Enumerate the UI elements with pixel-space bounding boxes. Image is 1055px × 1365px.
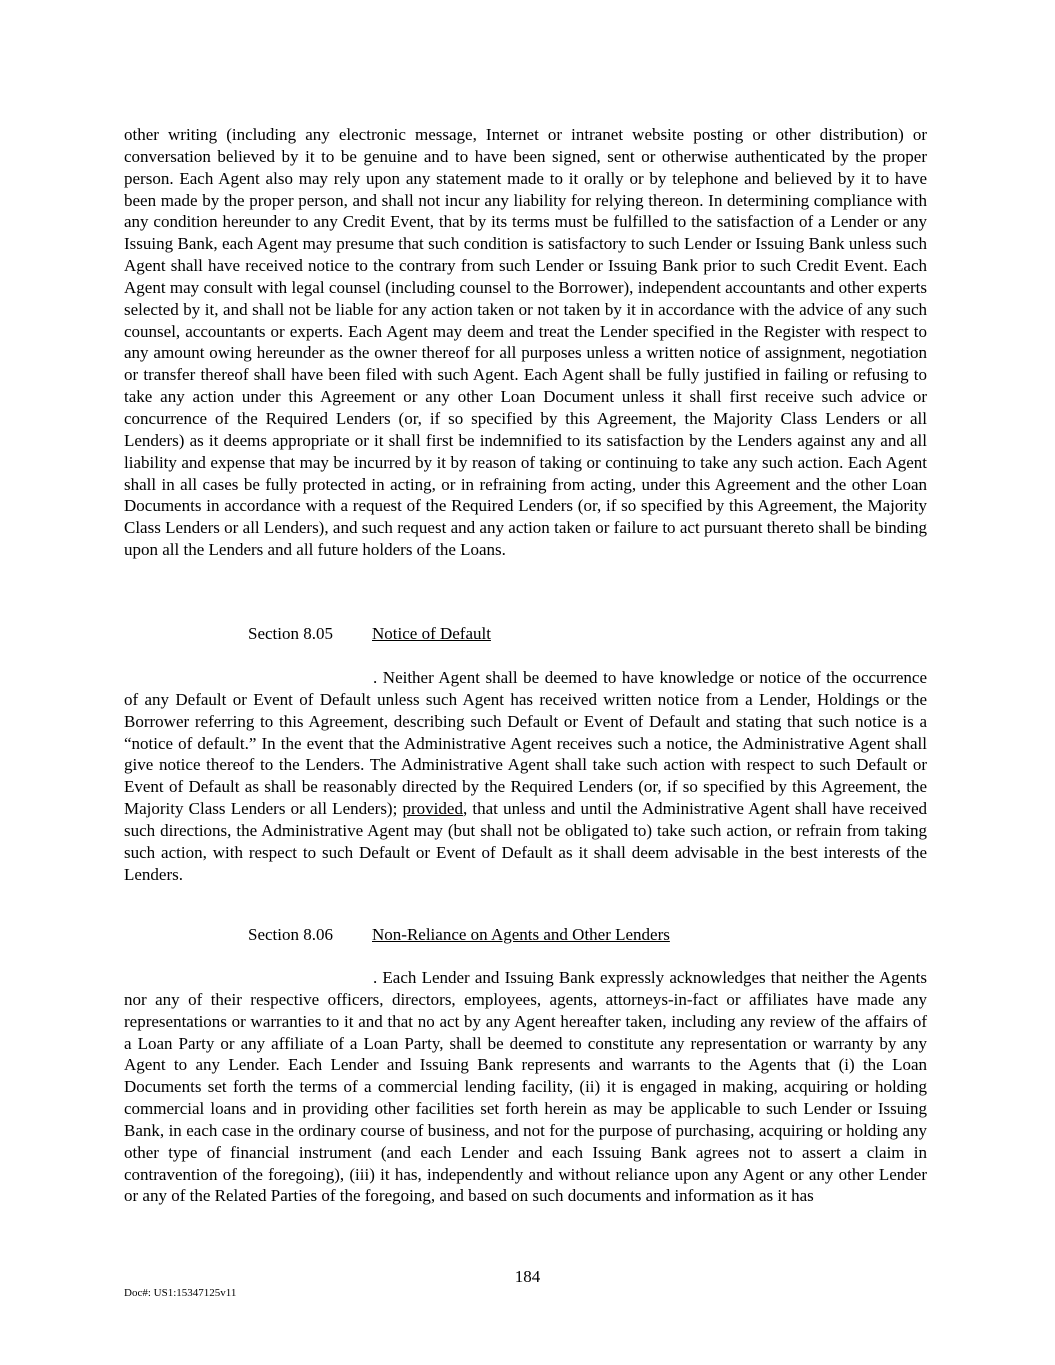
paragraph-non-reliance: . Each Lender and Issuing Bank expressly acknowledges that neither the Agents nor any of their respective officers, directors, employees, agents, attorneys-in-fact or affiliates have made any representations or warranties to it and that no act by any Agent hereafter taken, including any review of the affairs of a Loan Party or any affiliate of a Loan Party, shall be deemed to constitute any representation or warranty by any Agent to any Lender. Each Lender and Issuing Bank represents and warrants to the Agents that (i) the Loan Documents set forth the terms of a commercial lending facility, (ii) it is engaged in making, acquiring or holding commercial loans and in providing other facilities set forth herein as may be applicable to such Lender or Issuing Bank, in each case in the ordinary course of business, and not for the purpose of purchasing, acquiring or holding any other type of financial instrument (and each Lender and each Issuing Bank agrees not to assert a claim in contravention of the foregoing), (iii) it has, independently and without reliance upon any Agent or any other Lender or any of the Related Parties of the foregoing, and based on such documents and information as it has: [124, 968, 927, 1206]
section-title: Non-Reliance on Agents and Other Lenders: [372, 925, 670, 944]
section-8-06-heading: [248, 924, 670, 946]
paragraph-text: , that unless and until the Administrative Agent shall have received such directions, the Administrative Agent may (but shall not be obligated to) take such action, or refrain from taking such action, with respect to such Default or Event of Default as it shall deem advisable in the best interests of the Lenders.: [124, 799, 927, 884]
document-id: Doc#: US1:15347125v11: [124, 1287, 237, 1299]
section-8-05-heading: [248, 623, 491, 645]
paragraph-agent-reliance: other writing (including any electronic message, Internet or intranet website posting or other distribution) or conversation believed by it to be genuine and to have been signed, sent or otherwise authenticated by the proper person. Each Agent also may rely upon any statement made to it orally or by telephone and believed by it to have been made by the proper person, and shall not incur any liability for relying thereon. In determining compliance with any condition hereunder to any Credit Event, that by its terms must be fulfilled to the satisfaction of a Lender or any Issuing Bank, each Agent may presume that such condition is satisfactory to such Lender or Issuing Bank unless such Agent shall have received notice to the contrary from such Lender or Issuing Bank prior to such Credit Event. Each Agent may consult with legal counsel (including counsel to the Borrower), independent accountants and other experts selected by it, and shall not be liable for any action taken or not taken by it in accordance with the advice of any such counsel, accountants or experts. Each Agent may deem and treat the Lender specified in the Register with respect to any amount owing hereunder as the owner thereof for all purposes unless a written notice of assignment, negotiation or transfer thereof shall have been filed with such Agent. Each Agent shall be fully justified in failing or refusing to take any action under this Agreement or any other Loan Document unless it shall first receive such advice or concurrence of the Required Lenders (or, if so specified by this Agreement, the Majority Class Lenders or all Lenders) as it deems appropriate or it shall first be indemnified to its satisfaction by the Lenders against any and all liability and expense that may be incurred by it by reason of taking or continuing to take any such action. Each Agent shall in all cases be fully protected in acting, or in refraining from acting, under this Agreement and the other Loan Documents in accordance with a request of the Required Lenders (or, if so specified by this Agreement, the Majority Class Lenders or all Lenders), and such request and any action taken or failure to act pursuant thereto shall be binding upon all the Lenders and all future holders of the Loans.: [124, 125, 927, 560]
paragraph-text: . Neither Agent shall be deemed to have knowledge or notice of the occurrence of any Default or Event of Default unless such Agent has received written notice from a Lender, Holdings or the Borrower referring to this Agreement, describing such Default or Event of Default and stating that such notice is a “notice of default.” In the event that the Administrative Agent receives such a notice, the Administrative Agent shall give notice thereof to the Lenders. The Administrative Agent shall take such action with respect to such Default or Event of Default as shall be reasonably directed by the Required Lenders (or, if so specified by this Agreement, the Majority Class Lenders or all Lenders);: [124, 668, 927, 819]
section-number: Section 8.06: [248, 925, 333, 944]
page-number: 184: [514, 1267, 541, 1286]
provided-term: provided: [402, 799, 463, 819]
section-title: Notice of Default: [372, 624, 491, 643]
paragraph-notice-of-default: [124, 667, 927, 885]
section-number: Section 8.05: [248, 624, 333, 643]
